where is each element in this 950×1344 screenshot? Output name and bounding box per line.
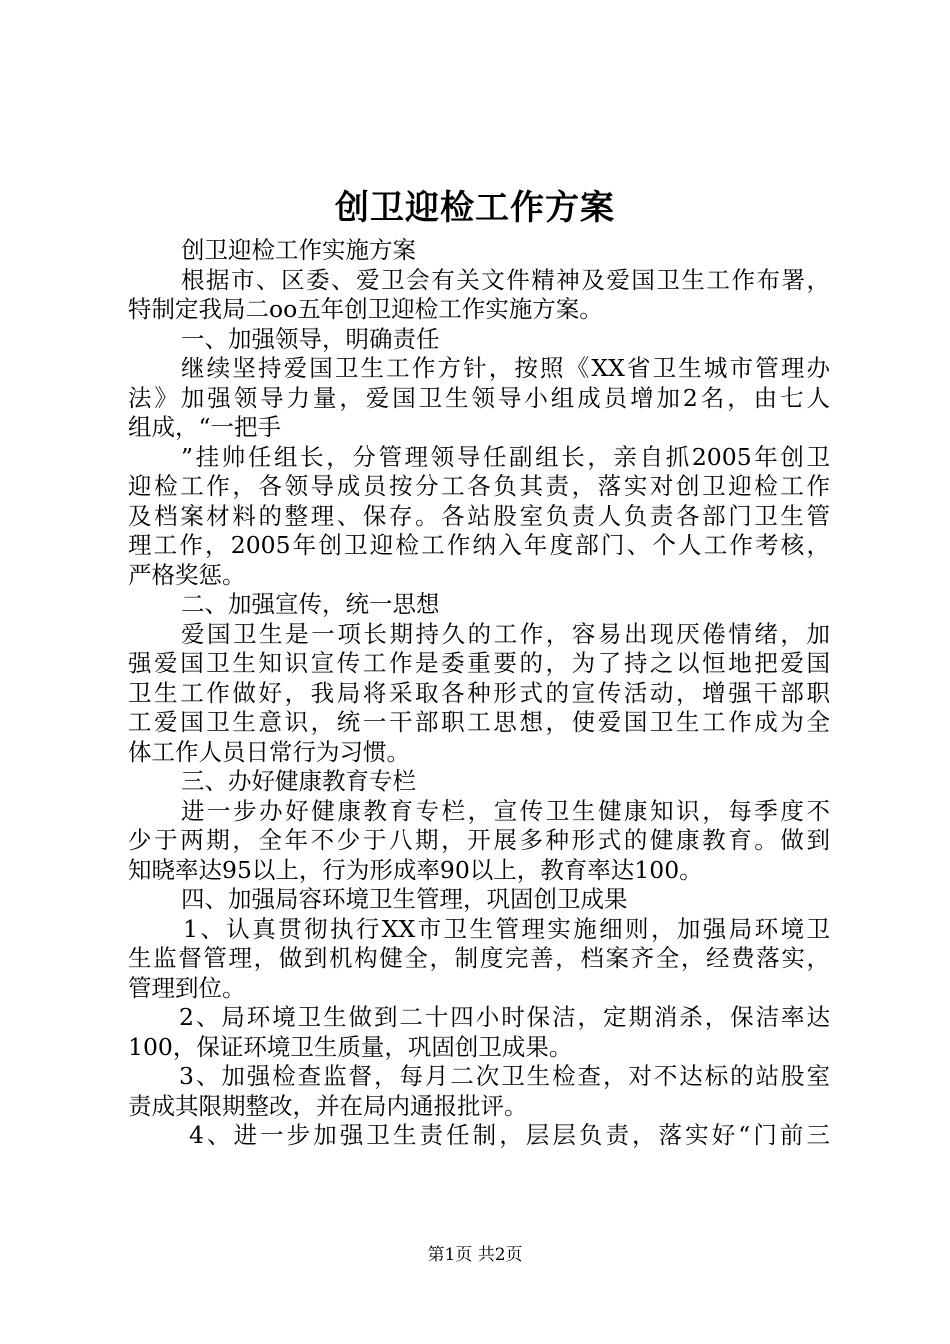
document-title: 创卫迎检工作方案 [335, 188, 615, 228]
page-footer: 第1页 共2页 [427, 1245, 523, 1265]
text-line: 组成，“一把手 [128, 413, 282, 441]
text-line: 理工作，2005年创卫迎检工作纳入年度部门、个人工作考核， [128, 531, 830, 559]
text-line: 法》加强领导力量，爱国卫生领导小组成员增加2名，由七人 [128, 383, 830, 412]
text-line: 爱国卫生是一项长期持久的工作，容易出现厌倦情绪，加 [181, 619, 830, 648]
text-line: 继续坚持爱国卫生工作方针，按照《XX省卫生城市管理办 [181, 354, 830, 382]
text-line: 1、认真贯彻执行XX市卫生管理实施细则，加强局环境卫 [183, 914, 830, 943]
section-heading: 四、加强局容环境卫生管理，巩固创卫成果 [181, 885, 628, 913]
text-line: 100，保证环境卫生质量，巩固创卫成果。 [128, 1032, 573, 1061]
section-heading: 三、办好健康教育专栏 [181, 767, 416, 795]
text-line: 生监督管理，做到机构健全，制度完善，档案齐全，经费落实， [128, 944, 830, 972]
text-line: 3、加强检查监督，每月二次卫生检查，对不达标的站股室 [179, 1062, 830, 1090]
text-line: 工爱国卫生意识，统一干部职工思想，使爱国卫生工作成为全 [128, 708, 830, 736]
text-line: 体工作人员日常行为习惯。 [128, 737, 410, 766]
text-line: 少于两期，全年不少于八期，开展多种形式的健康教育。做到 [128, 826, 830, 854]
text-line: 进一步办好健康教育专栏，宣传卫生健康知识，每季度不 [181, 796, 830, 825]
text-line: 迎检工作，各领导成员按分工各负其责，落实对创卫迎检工作 [128, 472, 830, 500]
document-body [128, 236, 830, 1151]
text-line: 管理到位。 [128, 973, 246, 1002]
text-line: 根据市、区委、爱卫会有关文件精神及爱国卫生工作布署， [181, 265, 830, 294]
text-line: 责成其限期整改，并在局内通报批评。 [128, 1091, 528, 1120]
text-line: ”挂帅任组长，分管理领导任副组长，亲自抓2005年创卫 [181, 442, 830, 471]
section-heading: 二、加强宣传，统一思想 [181, 590, 440, 618]
text-line: 4、进一步加强卫生责任制，层层负责，落实好“门前三 [189, 1121, 830, 1149]
text-line: 卫生工作做好，我局将采取各种形式的宣传活动，增强干部职 [128, 678, 830, 707]
text-line: 知晓率达95以上，行为形成率90以上，教育率达100。 [128, 855, 703, 884]
text-line: 创卫迎检工作实施方案 [181, 236, 416, 264]
text-line: 及档案材料的整理、保存。各站股室负责人负责各部门卫生管 [128, 501, 830, 530]
text-line: 严格奖惩。 [128, 560, 246, 589]
text-line: 强爱国卫生知识宣传工作是委重要的，为了持之以恒地把爱国 [128, 649, 830, 677]
section-heading: 一、加强领导，明确责任 [181, 324, 440, 353]
text-line: 特制定我局二oo五年创卫迎检工作实施方案。 [128, 295, 603, 323]
text-line: 2、局环境卫生做到二十四小时保洁，定期消杀，保洁率达 [179, 1003, 830, 1031]
